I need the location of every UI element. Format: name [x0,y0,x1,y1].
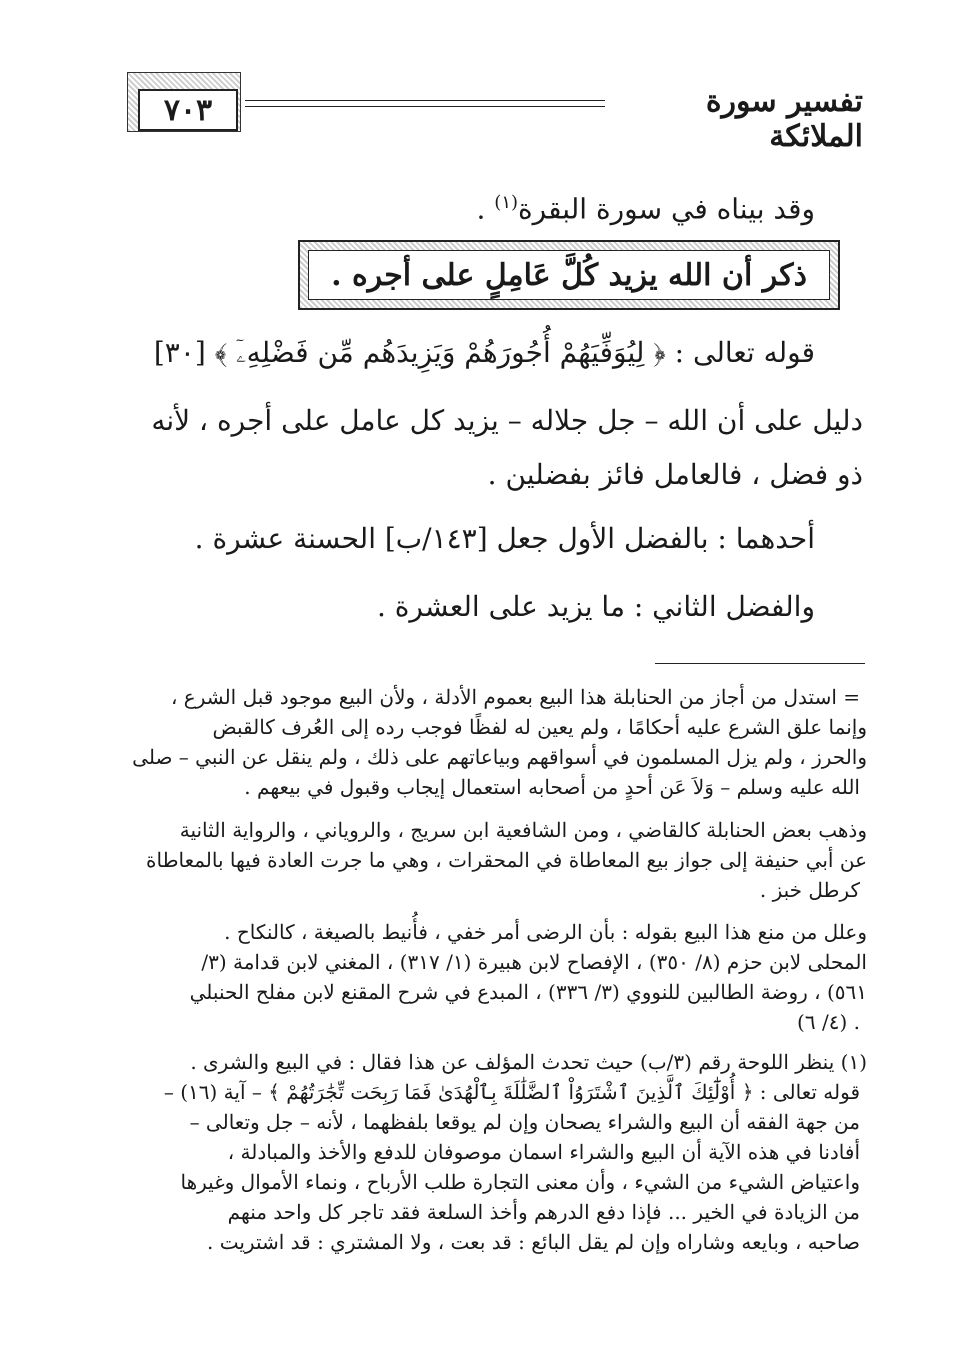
footnote-line: من الزيادة في الخير ... فإذا دفع الدرهم وأخذ السلعة فقد تاجر كل واحد منهم [227,1200,860,1224]
footnote-line: ٥٦١) ، روضة الطالبين للنووي (٣/ ٣٣٦) ، المبدع في شرح المقنع لابن مفلح الحنبلي [189,980,867,1004]
footnote-marker: (١) [494,192,519,213]
footnote-line: (١) ينظر اللوحة رقم (٣/ب) حيث تحدث المؤلف عن هذا فقال : في البيع والشرى . [190,1050,867,1074]
footnote-line: صاحبه ، وبايعه وشاراه وإن لم يقل البائع : قد بعت ، ولا المشتري : قد اشتريت . [206,1230,860,1254]
paragraph-1-line-2: ذو فضل ، فالعامل فائز بفضلين . [487,458,863,491]
intro-end: . [476,192,495,226]
footnote-line: = استدل من أجاز من الحنابلة هذا البيع بعموم الأدلة ، ولأن البيع موجود قبل الشرع ، [170,685,860,709]
footnote-line: أفادنا في هذه الآية أن البيع والشراء اسمان موصوفان للدفع والأخذ والمبادلة ، [227,1140,860,1164]
paragraph-2: أحدهما : بالفضل الأول جعل [١٤٣/ب] الحسنة عشرة . [194,522,815,555]
footnote-line: عن أبي حنيفة إلى جواز بيع المعاطاة في المحقرات ، وهي ما جرت العادة فيها بالمعاطاة [146,848,867,872]
page-number-frame [127,72,241,132]
paragraph-1-line-1: دليل على أن الله – جل جلاله – يزيد كل عامل على أجره ، لأنه [151,404,863,437]
section-heading: ذكر أن الله يزيد كُلَّ عَامِلٍ على أجره . [308,250,830,300]
page-number: ٧٠٣ [138,89,238,131]
footnote-divider [655,663,865,664]
header-rule-top [245,100,605,101]
intro-text: وقد بيناه في سورة البقرة [518,192,815,226]
paragraph-3: والفضل الثاني : ما يزيد على العشرة . [376,590,815,623]
header-rule-bottom [245,106,605,107]
verse-line: قوله تعالى : ﴿ لِيُوَفِّيَهُمْ أُجُورَهُمْ وَيَزِيدَهُم مِّن فَضْلِهِۦٓ ﴾ [٣٠] [153,336,815,369]
footnote-line: والحرز ، ولم يزل المسلمون في أسواقهم وبياعاتهم على ذلك ، ولم ينقل عن النبي – صلى [132,745,867,769]
footnote-line: كرطل خبز . [759,878,860,902]
footnote-line: واعتياض الشيء من الشيء ، وأن معنى التجارة طلب الأرباح ، ونماء الأموال وغيرها [180,1170,860,1194]
footnote-line: وذهب بعض الحنابلة كالقاضي ، ومن الشافعية ابن سريج ، والروياني ، والرواية الثانية [179,818,867,842]
footnote-line: (٤/ ٦) . [797,1010,860,1034]
running-header-title: تفسير سورة الملائكة [705,84,863,154]
footnote-line: الله عليه وسلم – وَلاَ عَن أحدٍ من أصحابه استعمال إيجاب وقبول في بيعهم . [244,775,860,799]
footnote-line: المحلى لابن حزم (٨/ ٣٥٠) ، الإفصاح لابن هبيرة (١/ ٣١٧) ، المغني لابن قدامة (٣/ [201,950,867,974]
intro-line [476,192,815,225]
footnote-line: من جهة الفقه أن البيع والشراء يصحان وإن لم يوقعا بلفظهما ، لأنه – جل وتعالى – [189,1110,860,1134]
footnote-line: وعلل من منع هذا البيع بقوله : بأن الرضى أمر خفي ، فأُنيط بالصيغة ، كالنكاح . [224,920,867,944]
section-heading-box [298,240,840,310]
footnote-line: وإنما علق الشرع عليه أحكامًا ، ولم يعين له لفظًا فوجب رده إلى العُرف كالقبض [212,715,867,739]
footnote-line: قوله تعالى : ﴿ أُوْلَٰٓئِكَ ٱلَّذِينَ ٱشْتَرَوُاْ ٱلضَّلَٰلَةَ بِٱلْهُدَىٰ فَمَا رَبِحَت تِّجَٰرَتُهُمْ ﴾ – آية (١٦) – [163,1080,860,1104]
